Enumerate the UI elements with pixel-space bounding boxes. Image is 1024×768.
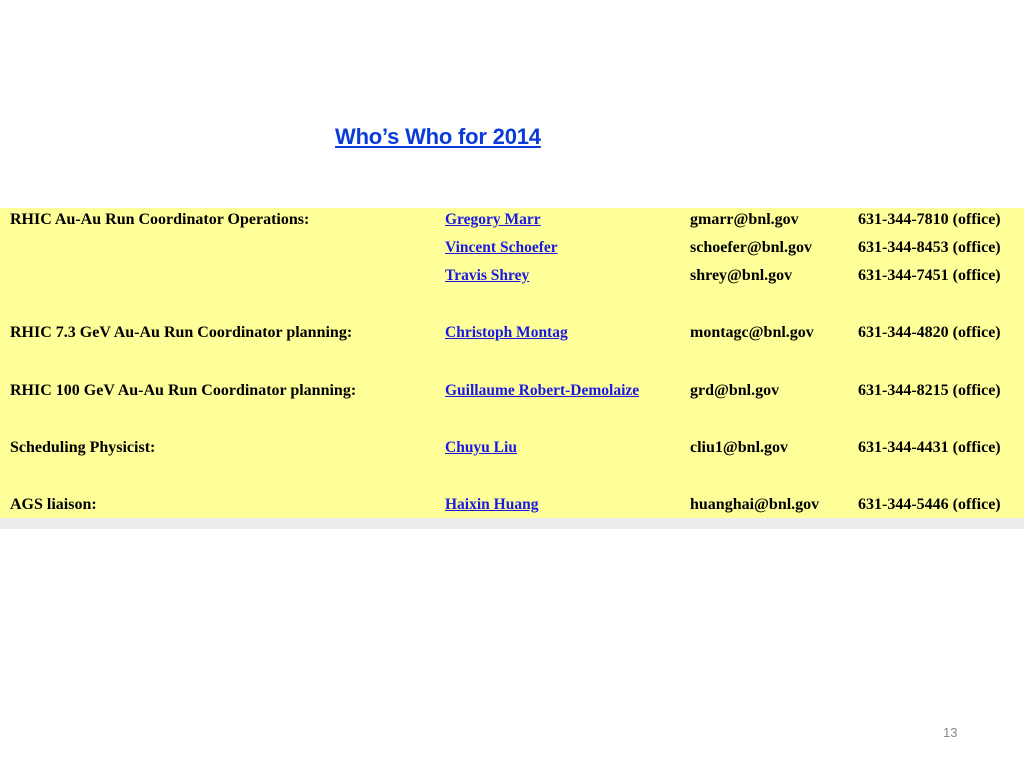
table-row (0, 494, 1024, 518)
contact-name-link[interactable]: Vincent Schoefer (445, 239, 558, 256)
contact-email: montagc@bnl.gov (690, 324, 814, 341)
contact-phone: 631-344-8453 (office) (858, 239, 1001, 256)
contact-name-link[interactable]: Gregory Marr (445, 211, 541, 228)
contact-email: cliu1@bnl.gov (690, 439, 789, 456)
contact-phone: 631-344-8215 (office) (858, 382, 1001, 399)
contact-name-link[interactable]: Christoph Montag (445, 324, 568, 341)
role-label: RHIC Au-Au Run Coordinator Operations: (10, 211, 310, 228)
table-row (0, 380, 1024, 404)
role-label: Scheduling Physicist: (10, 439, 156, 456)
table-row (0, 437, 1024, 461)
contact-name-link[interactable]: Travis Shrey (445, 267, 530, 284)
page-number: 13 (943, 725, 958, 740)
contact-email: schoefer@bnl.gov (690, 239, 812, 256)
table-row (0, 265, 1024, 289)
contact-email: huanghai@bnl.gov (690, 496, 820, 513)
slide-title[interactable]: Who’s Who for 2014 (335, 124, 541, 149)
contact-name-link[interactable]: Haixin Huang (445, 496, 539, 513)
table-shadow (0, 517, 1024, 529)
contact-phone: 631-344-7451 (office) (858, 267, 1001, 284)
contact-name-link[interactable]: Guillaume Robert-Demolaize (445, 382, 640, 399)
role-label: AGS liaison: (10, 496, 97, 513)
role-label: RHIC 100 GeV Au-Au Run Coordinator planning: (10, 382, 357, 399)
contact-email: grd@bnl.gov (690, 382, 780, 399)
contact-phone: 631-344-4820 (office) (858, 324, 1001, 341)
contact-phone: 631-344-4431 (office) (858, 439, 1001, 456)
contact-name-link[interactable]: Chuyu Liu (445, 439, 517, 456)
contact-phone: 631-344-7810 (office) (858, 211, 1001, 228)
role-label: RHIC 7.3 GeV Au-Au Run Coordinator planning: (10, 324, 353, 341)
contact-email: gmarr@bnl.gov (690, 211, 799, 228)
table-row (0, 237, 1024, 261)
contact-table (0, 208, 1024, 518)
contact-email: shrey@bnl.gov (690, 267, 793, 284)
contact-phone: 631-344-5446 (office) (858, 496, 1001, 513)
table-row (0, 322, 1024, 346)
table-row (0, 209, 1024, 233)
